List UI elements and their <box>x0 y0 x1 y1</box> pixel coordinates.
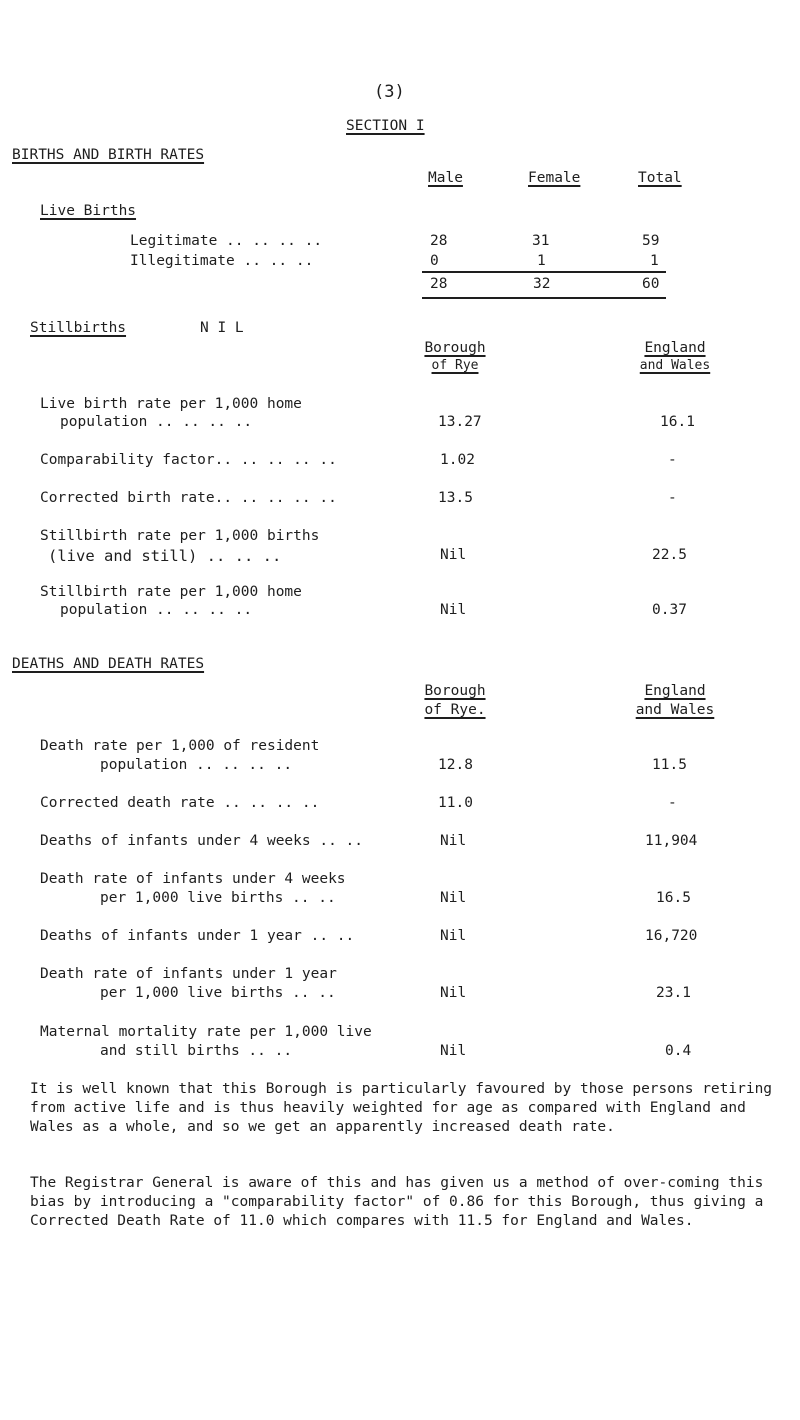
legitimate-label: Legitimate .. .. .. .. <box>130 233 323 249</box>
rate-label-line2: and still births .. .. <box>100 1043 293 1059</box>
legitimate-male: 28 <box>430 233 448 249</box>
rate-england-value: 16,720 <box>645 928 698 944</box>
rate-label-line2: per 1,000 live births .. .. <box>100 985 336 1001</box>
rate-borough-value: Nil <box>440 1043 467 1059</box>
stillbirths-label: Stillbirths <box>30 320 127 336</box>
rate-borough-value: Nil <box>440 833 467 849</box>
rate-borough-value: Nil <box>440 928 467 944</box>
rate-label-line1: Corrected birth rate.. .. .. .. .. <box>40 490 337 506</box>
rate-label-line1: Deaths of infants under 4 weeks .. .. <box>40 833 364 849</box>
page-number: (3) <box>374 82 405 102</box>
rate-label-line1: Death rate per 1,000 of resident <box>40 738 320 754</box>
rate-england-value: 11.5 <box>652 757 687 773</box>
rate-borough-value: Nil <box>440 985 467 1001</box>
rate-label-line1: Death rate of infants under 1 year <box>40 966 337 982</box>
deaths-england-header-2: and Wales <box>635 702 715 718</box>
rate-label-line1: Maternal mortality rate per 1,000 live <box>40 1024 372 1040</box>
rate-label-line1: Deaths of infants under 1 year .. .. <box>40 928 355 944</box>
total-female: 32 <box>533 276 551 292</box>
live-births-label: Live Births <box>40 203 137 219</box>
legitimate-female: 31 <box>532 233 550 249</box>
rate-label-line1: Comparability factor.. .. .. .. .. <box>40 452 337 468</box>
rate-label-line1: Live birth rate per 1,000 home <box>40 396 302 412</box>
rate-label-line2: population .. .. .. .. <box>60 602 253 618</box>
rate-england-value: - <box>668 490 677 506</box>
rate-label-line1: Death rate of infants under 4 weeks <box>40 871 346 887</box>
deaths-heading: DEATHS AND DEATH RATES <box>12 656 205 672</box>
rate-borough-value: 13.5 <box>438 490 473 506</box>
rate-england-value: 11,904 <box>645 833 698 849</box>
rate-england-value: 16.1 <box>660 414 695 430</box>
total-total: 60 <box>642 276 660 292</box>
stillbirths-value: N I L <box>200 320 244 336</box>
illegitimate-female: 1 <box>537 253 546 269</box>
rate-borough-value: Nil <box>440 547 467 563</box>
rate-borough-value: 11.0 <box>438 795 473 811</box>
rate-borough-value: Nil <box>440 602 467 618</box>
paragraph-comparability-factor: The Registrar General is aware of this and has given us a method of over-coming this bias by introducing a "comparability factor" of 0.86 for this Borough, thus giving a Corrected Death Rate of 11.0 which compares with 11.5 for England and Wales. <box>30 1175 764 1229</box>
rate-label-line1: Corrected death rate .. .. .. .. <box>40 795 320 811</box>
rate-england-value: 16.5 <box>656 890 691 906</box>
illegitimate-total: 1 <box>650 253 659 269</box>
total-rule <box>422 297 666 299</box>
rate-borough-value: 13.27 <box>438 414 482 430</box>
rate-borough-value: 12.8 <box>438 757 473 773</box>
deaths-england-header-1: England <box>644 683 706 699</box>
rate-england-value: 0.4 <box>665 1043 692 1059</box>
rate-label-line2: (live and still) .. .. .. <box>48 547 282 565</box>
rate-england-value: 22.5 <box>652 547 687 563</box>
deaths-borough-header-1: Borough <box>424 683 486 699</box>
births-borough-header-2: of Rye <box>431 358 479 373</box>
rate-england-value: - <box>668 452 677 468</box>
illegitimate-label: Illegitimate .. .. .. <box>130 253 314 269</box>
births-heading: BIRTHS AND BIRTH RATES <box>12 147 205 163</box>
paragraph-age-weighting: It is well known that this Borough is particularly favoured by those persons retiring from active life and is thus heavily weighted for age as compared with England and Wales as a whole, and so we get an apparently increased death rate. <box>30 1081 773 1135</box>
rate-england-value: 23.1 <box>656 985 691 1001</box>
rate-borough-value: 1.02 <box>440 452 475 468</box>
col-total-header: Total <box>638 170 682 186</box>
rate-label-line2: per 1,000 live births .. .. <box>100 890 336 906</box>
subtotal-rule <box>422 271 666 273</box>
illegitimate-male: 0 <box>430 253 439 269</box>
rate-england-value: - <box>668 795 677 811</box>
rate-borough-value: Nil <box>440 890 467 906</box>
rate-label-line1: Stillbirth rate per 1,000 home <box>40 584 302 600</box>
rate-label-line2: population .. .. .. .. <box>100 757 293 773</box>
col-male-header: Male <box>428 170 463 186</box>
births-england-header-1: England <box>644 340 706 356</box>
births-england-header-2: and Wales <box>639 358 711 373</box>
rate-label-line1: Stillbirth rate per 1,000 births <box>40 528 320 544</box>
rate-label-line2: population .. .. .. .. <box>60 414 253 430</box>
deaths-borough-header-2: of Rye. <box>424 702 486 718</box>
section-title: SECTION I <box>346 118 425 134</box>
total-male: 28 <box>430 276 448 292</box>
col-female-header: Female <box>528 170 581 186</box>
births-borough-header-1: Borough <box>424 340 486 356</box>
rate-england-value: 0.37 <box>652 602 687 618</box>
legitimate-total: 59 <box>642 233 660 249</box>
